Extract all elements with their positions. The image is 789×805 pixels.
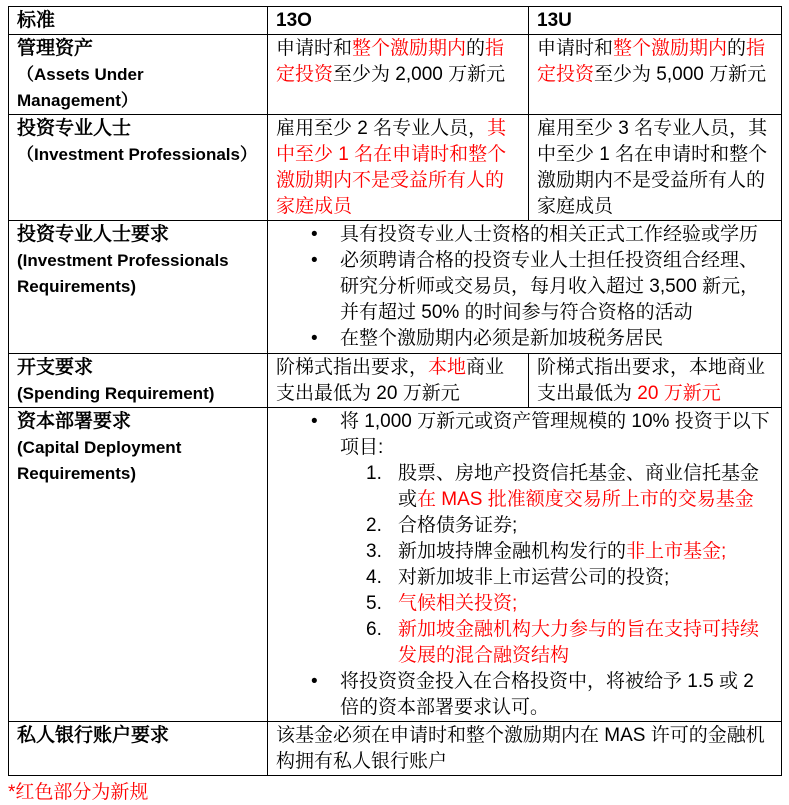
row-label-line: 投资专业人士 bbox=[17, 118, 132, 139]
cell-spending-13u bbox=[529, 354, 782, 408]
row-capital-deployment bbox=[9, 408, 782, 722]
header-row bbox=[9, 7, 782, 35]
list-item-text bbox=[398, 541, 726, 562]
row-label-line: (Capital Deployment bbox=[17, 438, 182, 457]
new-rule-text-segment: 指定投资 bbox=[276, 38, 505, 85]
number-marker: 6. bbox=[366, 619, 382, 640]
row-label-line: 管理资产 bbox=[17, 38, 94, 59]
text-segment: 具有投资专业人士资格的相关正式工作经验或学历 bbox=[340, 224, 759, 245]
bullet-list-item bbox=[276, 409, 773, 461]
criteria-comparison-table bbox=[8, 6, 782, 776]
number-marker: 4. bbox=[366, 567, 382, 588]
number-marker: 5. bbox=[366, 593, 382, 614]
text-segment: 申请时和 bbox=[537, 38, 614, 59]
new-rule-text-segment: 指定投资 bbox=[537, 38, 766, 85]
number-marker: 1. bbox=[366, 463, 382, 484]
numbered-list-item bbox=[276, 461, 773, 513]
header-cell-standard: 标准 bbox=[9, 7, 268, 35]
row-label-line: Requirements) bbox=[17, 277, 137, 296]
new-rule-text-segment: 在 MAS 批准额度交易所上市的交易基金 bbox=[417, 489, 754, 510]
list-item-text bbox=[340, 250, 759, 323]
cell-aum-13u bbox=[529, 35, 782, 115]
bullet-list-item bbox=[276, 248, 773, 326]
cell-ip-13o bbox=[268, 115, 529, 221]
row-label-spending bbox=[9, 354, 268, 408]
text-segment: 的 bbox=[466, 38, 486, 59]
bullet-list-item bbox=[276, 222, 773, 248]
cell-ip-13u bbox=[529, 115, 782, 221]
text-segment: 将 1,000 万新元或资产管理规模的 10% 投资于以下项目: bbox=[340, 411, 770, 458]
list-item-text bbox=[398, 619, 759, 666]
text-segment: 必须聘请合格的投资专业人士担任投资组合经理、研究分析师或交易员，每月收入超过 3,500 新元，并有超过 50% 的时间参与符合资格的活动 bbox=[340, 250, 760, 323]
row-label-ip-requirements bbox=[9, 221, 268, 354]
cell-capital-deployment-merged bbox=[268, 408, 782, 722]
cell-private-banking-merged bbox=[268, 722, 782, 776]
text-segment: 该基金必须在申请时和整个激励期内在 MAS 许可的金融机构拥有私人银行账户 bbox=[276, 725, 765, 772]
list-item-text bbox=[340, 328, 663, 349]
text-segment: 在整个激励期内必须是新加坡税务居民 bbox=[340, 328, 664, 349]
text-segment: 将投资资金投入在合格投资中，将被给予 1.5 或 2 倍的资本部署要求认可。 bbox=[340, 671, 754, 718]
text-segment: 的 bbox=[727, 38, 747, 59]
bullet-marker: • bbox=[311, 671, 318, 692]
row-label-line: (Spending Requirement) bbox=[17, 384, 215, 403]
text-segment: 至少为 5,000 万新元 bbox=[594, 64, 767, 85]
numbered-list-item bbox=[276, 565, 773, 591]
row-label-line: Management） bbox=[17, 91, 138, 110]
row-private-banking-account bbox=[9, 722, 782, 776]
new-rule-text-segment: 非上市基金; bbox=[626, 541, 727, 562]
row-label-line: 私人银行账户要求 bbox=[17, 725, 170, 746]
footnote-new-rules: *红色部分为新规 bbox=[8, 782, 149, 803]
row-label-line: （Investment Professionals） bbox=[17, 145, 257, 164]
number-marker: 2. bbox=[366, 515, 382, 536]
list-item-text bbox=[398, 567, 669, 588]
list-item-text bbox=[340, 411, 770, 458]
text-segment: 至少为 2,000 万新元 bbox=[333, 64, 506, 85]
bullet-list-item bbox=[276, 326, 773, 352]
row-label-line: (Investment Professionals bbox=[17, 251, 229, 270]
list-item-text bbox=[340, 224, 758, 245]
row-label-line: Requirements) bbox=[17, 464, 137, 483]
list-item-text bbox=[340, 671, 754, 718]
cell-spending-13o bbox=[268, 354, 529, 408]
row-ip-requirements bbox=[9, 221, 782, 354]
numbered-list-item bbox=[276, 539, 773, 565]
bullet-marker: • bbox=[311, 224, 318, 245]
text-segment: 股票、房地产投资信托基金、商业信托基金或 bbox=[398, 463, 760, 510]
bullet-marker: • bbox=[311, 328, 318, 349]
row-spending-requirement bbox=[9, 354, 782, 408]
bullet-marker: • bbox=[311, 411, 318, 432]
header-cell-13o: 13O bbox=[268, 7, 529, 35]
text-segment: 雇用至少 2 名专业人员， bbox=[276, 118, 488, 139]
text-segment: 合格债务证券; bbox=[398, 515, 518, 536]
numbered-list-item bbox=[276, 513, 773, 539]
cell-aum-13o bbox=[268, 35, 529, 115]
row-label-line: 资本部署要求 bbox=[17, 411, 132, 432]
row-label-aum bbox=[9, 35, 268, 115]
row-label-line: 开支要求 bbox=[17, 357, 94, 378]
text-segment: 阶梯式指出要求，本地商业支出最低为 bbox=[537, 357, 766, 404]
list-item-text bbox=[398, 463, 759, 510]
row-label-line: 投资专业人士要求 bbox=[17, 224, 170, 245]
row-label-private-banking bbox=[9, 722, 268, 776]
bullet-marker: • bbox=[311, 250, 318, 271]
new-rule-text-segment: 新加坡金融机构大力参与的旨在支持可持续发展的混合融资结构 bbox=[398, 619, 760, 666]
row-assets-under-management bbox=[9, 35, 782, 115]
row-label-capital-deployment bbox=[9, 408, 268, 722]
list-item-text bbox=[398, 515, 517, 536]
new-rule-text-segment: 气候相关投资; bbox=[398, 593, 518, 614]
numbered-list-item bbox=[276, 617, 773, 669]
list-item-text bbox=[398, 593, 517, 614]
header-cell-13u: 13U bbox=[529, 7, 782, 35]
text-segment: 新加坡持牌金融机构发行的 bbox=[398, 541, 627, 562]
new-rule-text-segment: 整个激励期内 bbox=[352, 38, 467, 59]
text-segment: 申请时和 bbox=[276, 38, 353, 59]
cell-ip-requirements-merged bbox=[268, 221, 782, 354]
text-segment: 阶梯式指出要求， bbox=[276, 357, 429, 378]
text-segment: 商业支出最低为 20 万新元 bbox=[276, 357, 505, 404]
numbered-list-item bbox=[276, 591, 773, 617]
number-marker: 3. bbox=[366, 541, 382, 562]
row-investment-professionals bbox=[9, 115, 782, 221]
bullet-list-item bbox=[276, 669, 773, 721]
text-segment: 雇用至少 3 名专业人员，其中至少 1 名在申请时和整个激励期内不是受益所有人的家庭成员 bbox=[537, 118, 768, 217]
text-segment: 对新加坡非上市运营公司的投资; bbox=[398, 567, 670, 588]
row-label-investment-professionals bbox=[9, 115, 268, 221]
new-rule-text-segment: 20 万新元 bbox=[637, 383, 721, 404]
row-label-line: （Assets Under bbox=[17, 65, 144, 84]
new-rule-text-segment: 其中至少 1 名在申请时和整个激励期内不是受益所有人的家庭成员 bbox=[276, 118, 507, 217]
new-rule-text-segment: 整个激励期内 bbox=[613, 38, 728, 59]
new-rule-text-segment: 本地 bbox=[428, 357, 467, 378]
